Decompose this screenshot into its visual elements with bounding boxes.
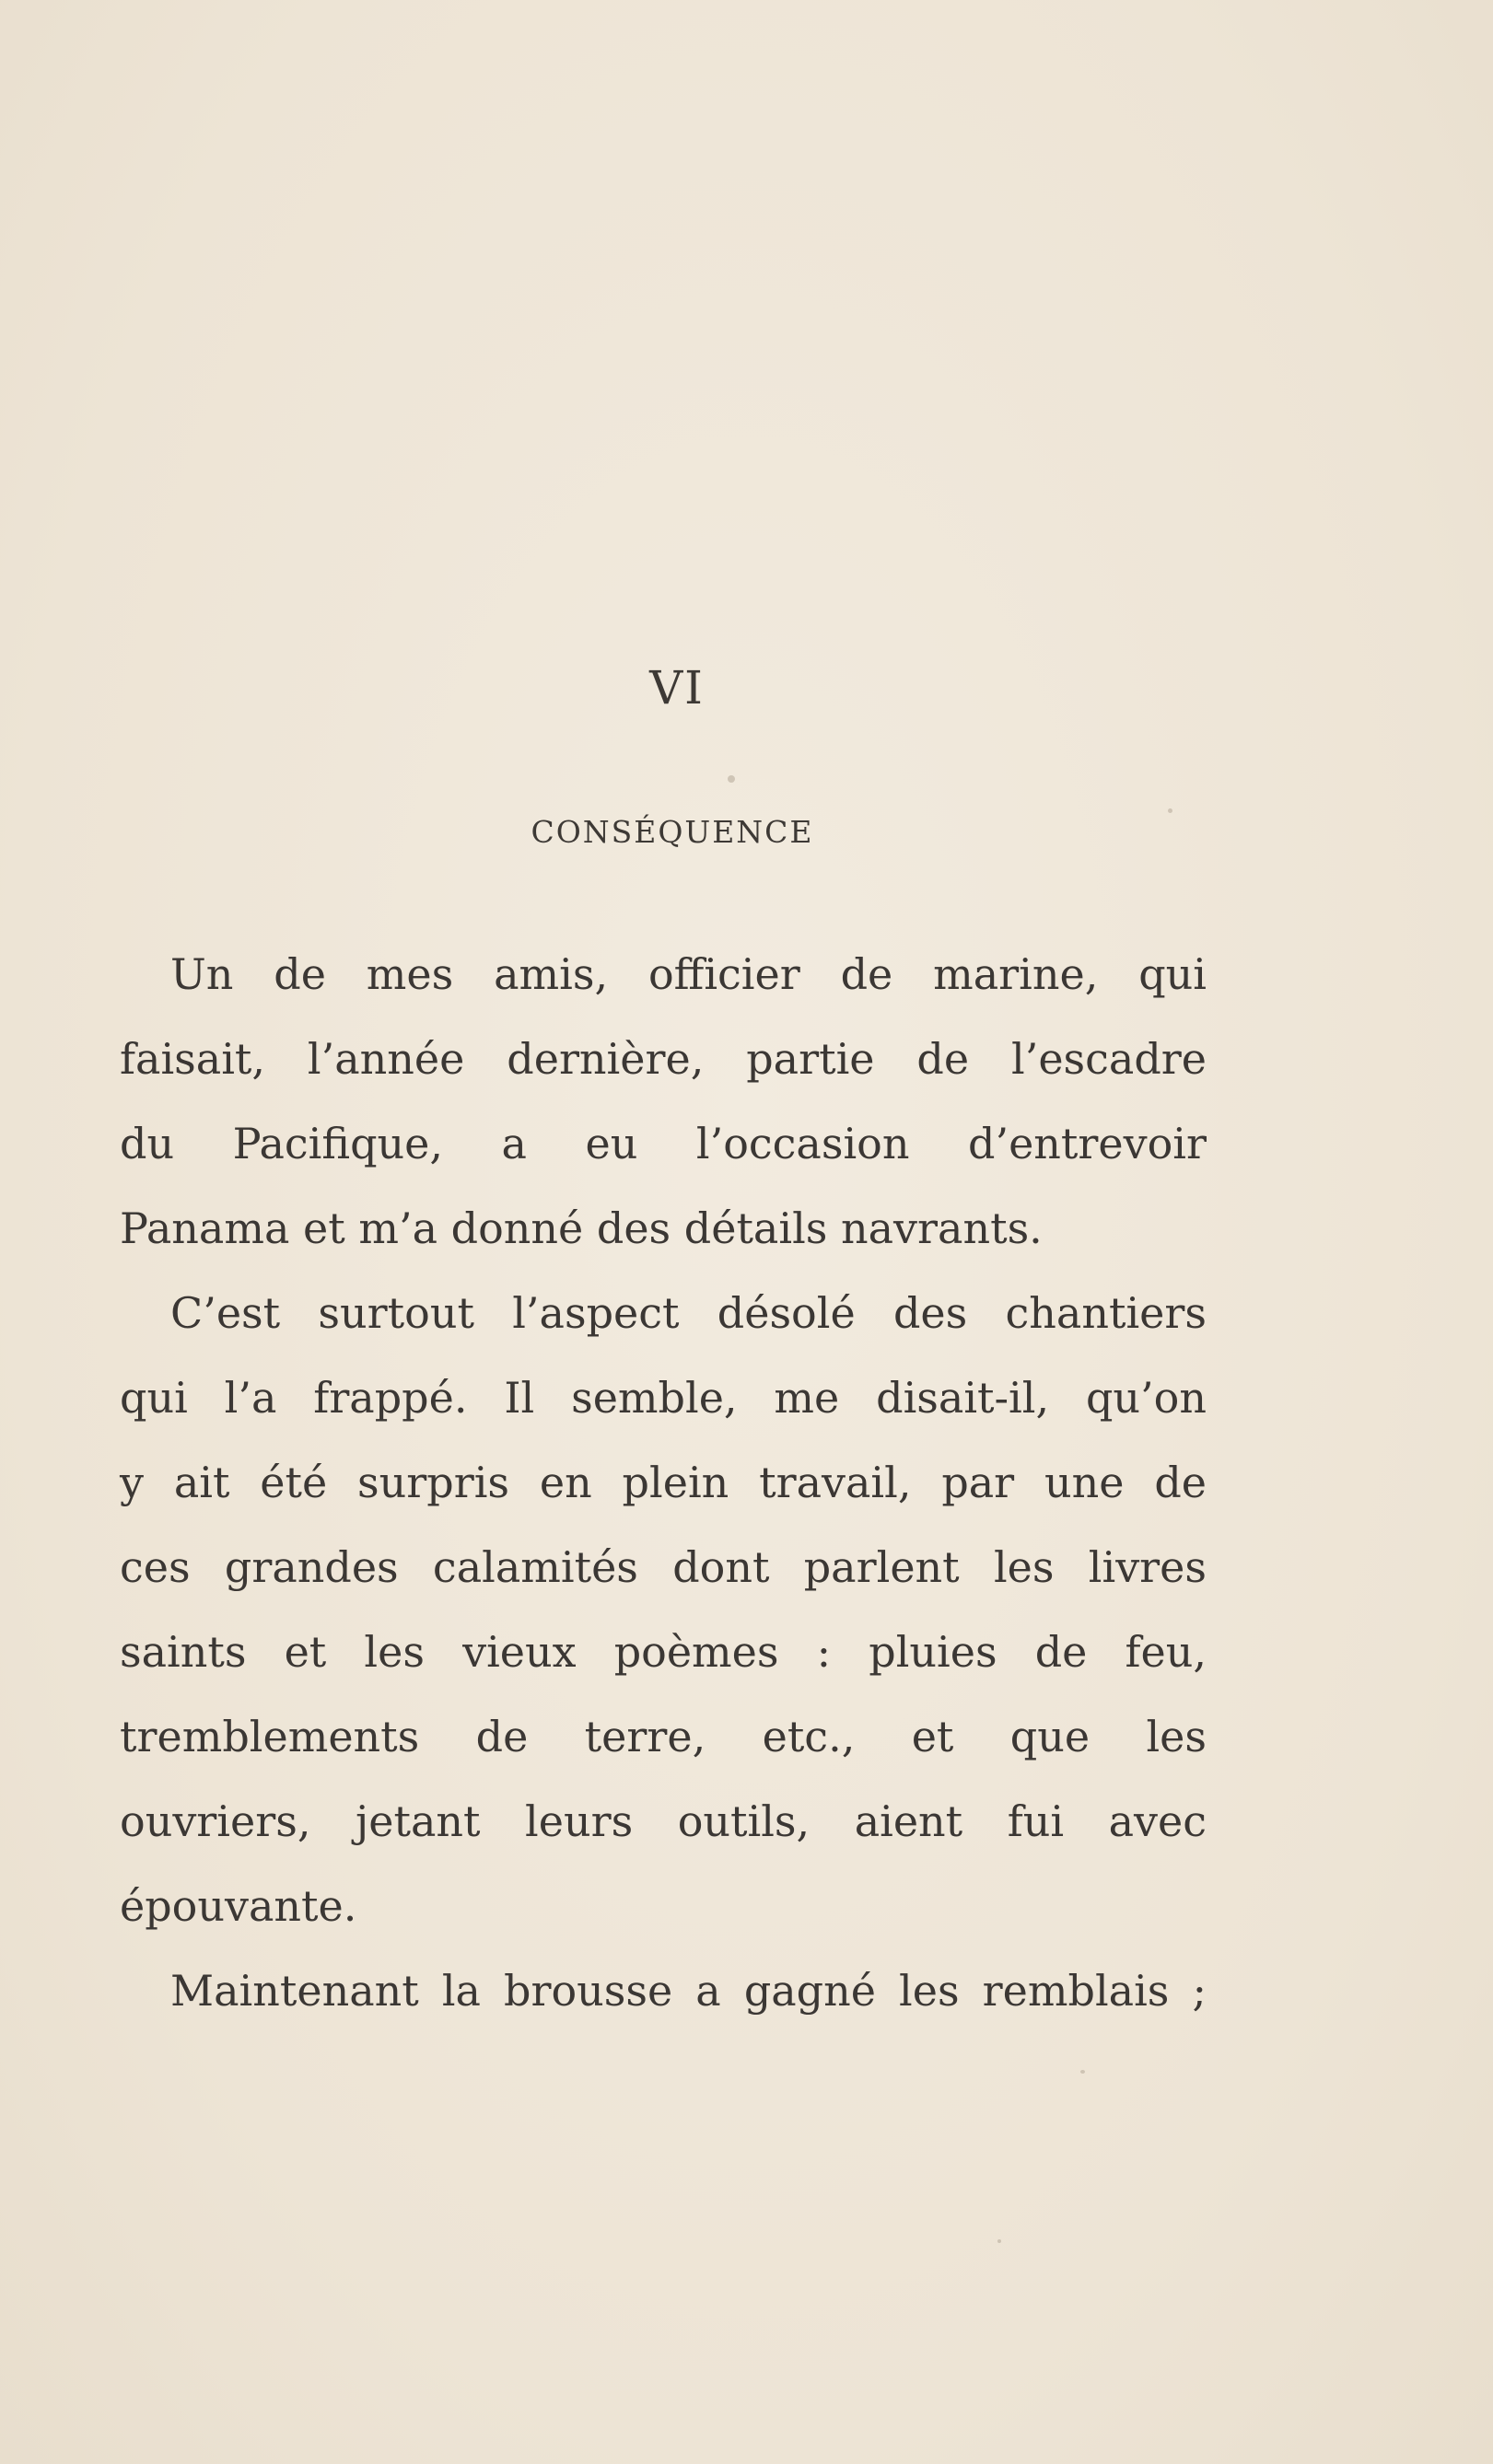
paper-speck xyxy=(997,2239,1001,2243)
text-line: Panama et m’a donné des détails navrants. xyxy=(120,1203,1043,1253)
chapter-title: CONSÉQUENCE xyxy=(531,814,814,850)
text-line: ouvriers, jetant leurs outils, aient fui avec xyxy=(120,1796,1207,1846)
paper-speck xyxy=(1080,2070,1085,2074)
text-line: ces grandes calamités dont parlent les livres xyxy=(120,1542,1207,1592)
text-line: Un de mes amis, officier de marine, qui xyxy=(170,949,1207,999)
text-line: du Pacifique, a eu l’occasion d’entrevoir xyxy=(120,1119,1207,1168)
text-line: C’est surtout l’aspect désolé des chantiers xyxy=(170,1288,1207,1338)
text-line: saints et les vieux poèmes : pluies de feu, xyxy=(120,1627,1207,1677)
paper-speck xyxy=(1168,808,1172,813)
text-line: épouvante. xyxy=(120,1881,357,1931)
chapter-number: VI xyxy=(649,661,705,715)
body-text xyxy=(120,932,1207,2033)
text-line: qui l’a frappé. Il semble, me disait-il, qu’on xyxy=(120,1373,1207,1423)
text-line: y ait été surpris en plein travail, par une de xyxy=(120,1458,1207,1507)
paper-speck xyxy=(728,775,735,783)
text-line: tremblements de terre, etc., et que les xyxy=(120,1712,1207,1761)
text-line: faisait, l’année dernière, partie de l’escadre xyxy=(120,1034,1207,1084)
text-line: Maintenant la brousse a gagné les remblais ; xyxy=(170,1966,1207,2016)
